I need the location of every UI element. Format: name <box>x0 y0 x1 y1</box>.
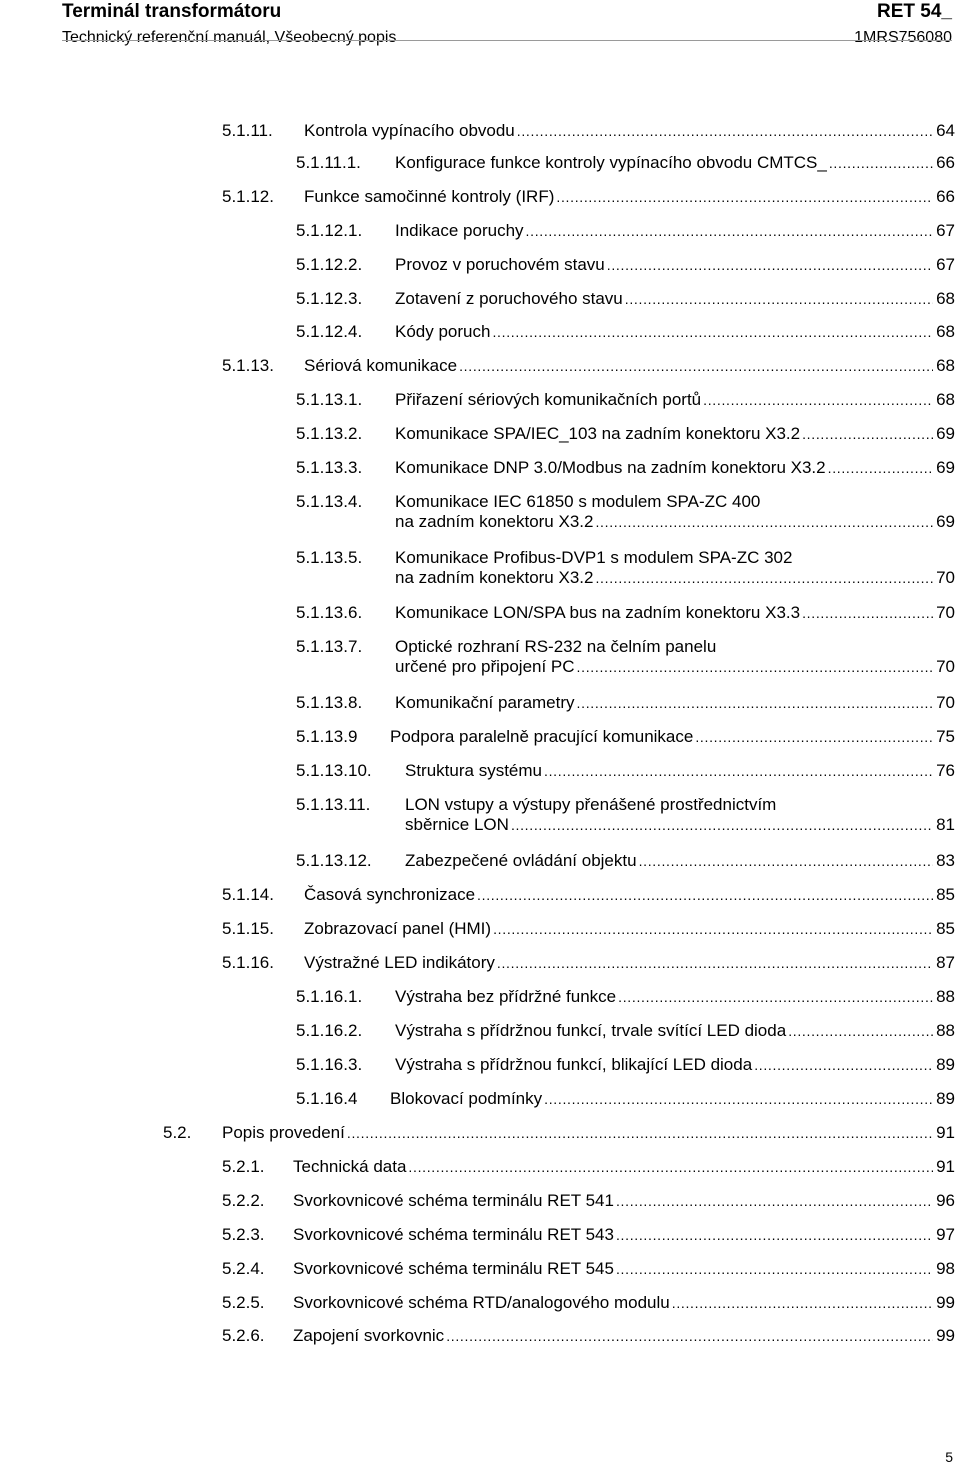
toc-entry-page: 70 <box>936 603 955 622</box>
toc-entry-title: Komunikace Profibus-DVP1 s modulem SPA-ZC 302 <box>395 548 793 567</box>
toc-entry-page: 99 <box>936 1326 955 1345</box>
toc-entry-page: 68 <box>936 322 955 341</box>
toc-entry-page: 83 <box>936 851 955 870</box>
toc-entry-page: 97 <box>936 1225 955 1244</box>
toc-entry-number: 5.1.16.2. <box>296 1021 363 1040</box>
toc-entry-page: 85 <box>936 885 955 904</box>
document-id: 1MRS756080 <box>854 29 952 46</box>
document-subtitle: Technický referenční manuál, Všeobecný popis <box>62 29 397 46</box>
toc-entry-title: Zotavení z poruchového stavu <box>395 289 623 308</box>
dot-leader <box>511 815 933 835</box>
toc-entry-page: 66 <box>936 187 955 206</box>
dot-leader <box>639 851 934 871</box>
toc-entry-page: 69 <box>936 458 955 477</box>
toc-entry-number: 5.1.11. <box>222 121 273 140</box>
dot-leader <box>607 255 933 275</box>
dot-leader <box>788 1021 933 1041</box>
toc-entry-title: Komunikační parametry <box>395 693 575 712</box>
toc-entry-page: 69 <box>936 512 955 531</box>
dot-leader <box>625 289 933 309</box>
toc-entry-page: 68 <box>936 356 955 375</box>
toc-entry-number: 5.1.13.11. <box>296 795 371 814</box>
dot-leader <box>347 1123 933 1143</box>
toc-entry-number: 5.1.16.4 <box>296 1089 358 1108</box>
toc-entry-number: 5.1.16.1. <box>296 987 363 1006</box>
dot-leader <box>526 221 934 241</box>
toc-entry-page: 91 <box>936 1157 955 1176</box>
dot-leader <box>408 1157 933 1177</box>
toc-entry-page: 68 <box>936 289 955 308</box>
dot-leader <box>616 1225 933 1245</box>
toc-entry-page: 64 <box>936 121 955 140</box>
toc-entry-page: 88 <box>936 1021 955 1040</box>
toc-entry-title: Konfigurace funkce kontroly vypínacího obvodu CMTCS_ <box>395 153 827 172</box>
toc-entry-title: Komunikace SPA/IEC_103 na zadním konektoru X3.2 <box>395 424 801 443</box>
toc-entry-number: 5.1.13.2. <box>296 424 363 443</box>
toc-entry-title: Komunikace DNP 3.0/Modbus na zadním konektoru X3.2 <box>395 458 826 477</box>
toc-entry-number: 5.1.13.8. <box>296 693 363 712</box>
toc-entry-title: Zabezpečené ovládání objektu <box>405 851 637 870</box>
toc-entry-page: 70 <box>936 693 955 712</box>
toc-entry-title: Blokovací podmínky <box>390 1089 543 1108</box>
dot-leader <box>616 1259 933 1279</box>
toc-entry-title: Sériová komunikace <box>304 356 458 375</box>
toc-entry-title: Kontrola vypínacího obvodu <box>304 121 515 140</box>
toc-entry-title: Časová synchronizace <box>304 885 476 904</box>
dot-leader <box>477 885 933 905</box>
page-number: 5 <box>945 1449 953 1465</box>
toc-entry-title: Zapojení svorkovnic <box>293 1326 445 1345</box>
toc-entry-number: 5.2.3. <box>222 1225 265 1244</box>
dot-leader <box>556 187 933 207</box>
toc-entry-page: 89 <box>936 1055 955 1074</box>
toc-entry-title: Svorkovnicové schéma RTD/analogového modulu <box>293 1293 670 1312</box>
dot-leader <box>544 761 933 781</box>
toc-entry-title: Popis provedení <box>222 1123 345 1142</box>
toc-entry-page: 96 <box>936 1191 955 1210</box>
dot-leader <box>517 121 933 141</box>
toc-entry-title: Svorkovnicové schéma terminálu RET 543 <box>293 1225 614 1244</box>
toc-entry-number: 5.2. <box>163 1123 192 1142</box>
toc-entry-page: 87 <box>936 953 955 972</box>
toc-entry-title: sběrnice LON <box>405 815 509 834</box>
toc-entry-page: 69 <box>936 424 955 443</box>
dot-leader <box>828 458 933 478</box>
toc-entry-number: 5.1.15. <box>222 919 274 938</box>
toc-entry-title: Výstraha s přídržnou funkcí, trvale svítící LED dioda <box>395 1021 787 1040</box>
toc-entry-page: 68 <box>936 390 955 409</box>
toc-entry-page: 91 <box>936 1123 955 1142</box>
toc-entry-number: 5.2.2. <box>222 1191 265 1210</box>
toc-entry-number: 5.1.12. <box>222 187 274 206</box>
toc-entry-page: 70 <box>936 657 955 676</box>
dot-leader <box>544 1089 933 1109</box>
toc-entry-page: 85 <box>936 919 955 938</box>
toc-entry-title: na zadním konektoru X3.2 <box>395 512 594 531</box>
toc-entry-number: 5.1.13.6. <box>296 603 363 622</box>
dot-leader <box>616 1191 933 1211</box>
toc-entry-number: 5.1.13.9 <box>296 727 358 746</box>
toc-entry-number: 5.1.13.12. <box>296 851 372 870</box>
toc-entry-title: na zadním konektoru X3.2 <box>395 568 594 587</box>
dot-leader <box>492 322 933 342</box>
toc-entry-page: 67 <box>936 255 955 274</box>
toc-entry-number: 5.1.13. <box>222 356 274 375</box>
dot-leader <box>829 153 933 173</box>
toc-entry-number: 5.2.6. <box>222 1326 265 1345</box>
toc-entry-number: 5.1.12.2. <box>296 255 363 274</box>
dot-leader <box>493 919 933 939</box>
toc-entry-number: 5.1.16.3. <box>296 1055 363 1074</box>
toc-entry-title: Výstraha bez přídržné funkce <box>395 987 617 1006</box>
dot-leader <box>754 1055 933 1075</box>
toc-entry-page: 67 <box>936 221 955 240</box>
toc-entry-title: Optické rozhraní RS-232 na čelním panelu <box>395 637 717 656</box>
dot-leader <box>703 390 933 410</box>
toc-entry-page: 66 <box>936 153 955 172</box>
dot-leader <box>459 356 933 376</box>
toc-entry-number: 5.1.12.1. <box>296 221 363 240</box>
toc-entry-number: 5.1.13.7. <box>296 637 363 656</box>
toc-entry-title: určené pro připojení PC <box>395 657 575 676</box>
toc-entry-number: 5.2.4. <box>222 1259 265 1278</box>
toc-entry-title: Zobrazovací panel (HMI) <box>304 919 492 938</box>
dot-leader <box>595 568 933 588</box>
toc-entry-page: 99 <box>936 1293 955 1312</box>
toc-entry-title: Provoz v poruchovém stavu <box>395 255 605 274</box>
toc-entry-title: Funkce samočinné kontroly (IRF) <box>304 187 555 206</box>
toc-entry-page: 70 <box>936 568 955 587</box>
toc-entry-number: 5.1.16. <box>222 953 274 972</box>
toc-entry-title: Výstraha s přídržnou funkcí, blikající LED dioda <box>395 1055 753 1074</box>
toc-entry-page: 98 <box>936 1259 955 1278</box>
toc-entry-title: Kódy poruch <box>395 322 491 341</box>
toc-entry-title: Technická data <box>293 1157 407 1176</box>
toc-entry-number: 5.1.13.4. <box>296 492 363 511</box>
toc-entry-number: 5.1.14. <box>222 885 274 904</box>
toc-entry-number: 5.1.12.4. <box>296 322 363 341</box>
toc-entry-number: 5.1.13.5. <box>296 548 363 567</box>
dot-leader <box>672 1293 933 1313</box>
toc-entry-title: Přiřazení sériových komunikačních portů <box>395 390 702 409</box>
toc-entry-number: 5.1.13.10. <box>296 761 372 780</box>
dot-leader <box>802 424 933 444</box>
toc-entry-page: 76 <box>936 761 955 780</box>
dot-leader <box>802 603 933 623</box>
dot-leader <box>618 987 933 1007</box>
toc-entry-title: LON vstupy a výstupy přenášené prostřednictvím <box>405 795 777 814</box>
toc-entry-title: Komunikace LON/SPA bus na zadním konektoru X3.3 <box>395 603 801 622</box>
toc-entry-page: 81 <box>936 815 955 834</box>
dot-leader <box>497 953 933 973</box>
toc-entry-page: 89 <box>936 1089 955 1108</box>
toc-entry-title: Struktura systému <box>405 761 542 780</box>
toc-entry-title: Svorkovnicové schéma terminálu RET 541 <box>293 1191 614 1210</box>
document-title: Terminál transformátoru <box>62 1 282 22</box>
toc-entry-title: Komunikace IEC 61850 s modulem SPA-ZC 400 <box>395 492 761 511</box>
toc-entry-page: 75 <box>936 727 955 746</box>
dot-leader <box>595 512 933 532</box>
dot-leader <box>577 693 934 713</box>
toc-entry-title: Podpora paralelně pracující komunikace <box>390 727 694 746</box>
toc-entry-title: Indikace poruchy <box>395 221 524 240</box>
toc-entry-title: Svorkovnicové schéma terminálu RET 545 <box>293 1259 614 1278</box>
toc-entry-number: 5.1.13.3. <box>296 458 363 477</box>
toc-entry-page: 88 <box>936 987 955 1006</box>
toc-entry-number: 5.1.13.1. <box>296 390 363 409</box>
toc-entry-title: Výstražné LED indikátory <box>304 953 495 972</box>
toc-entry-number: 5.1.12.3. <box>296 289 363 308</box>
toc-entry-number: 5.1.11.1. <box>296 153 361 172</box>
dot-leader <box>695 727 933 747</box>
toc-entry-number: 5.2.1. <box>222 1157 265 1176</box>
dot-leader <box>577 657 934 677</box>
product-code: RET 54_ <box>877 1 952 22</box>
dot-leader <box>446 1326 933 1346</box>
toc-entry-number: 5.2.5. <box>222 1293 265 1312</box>
